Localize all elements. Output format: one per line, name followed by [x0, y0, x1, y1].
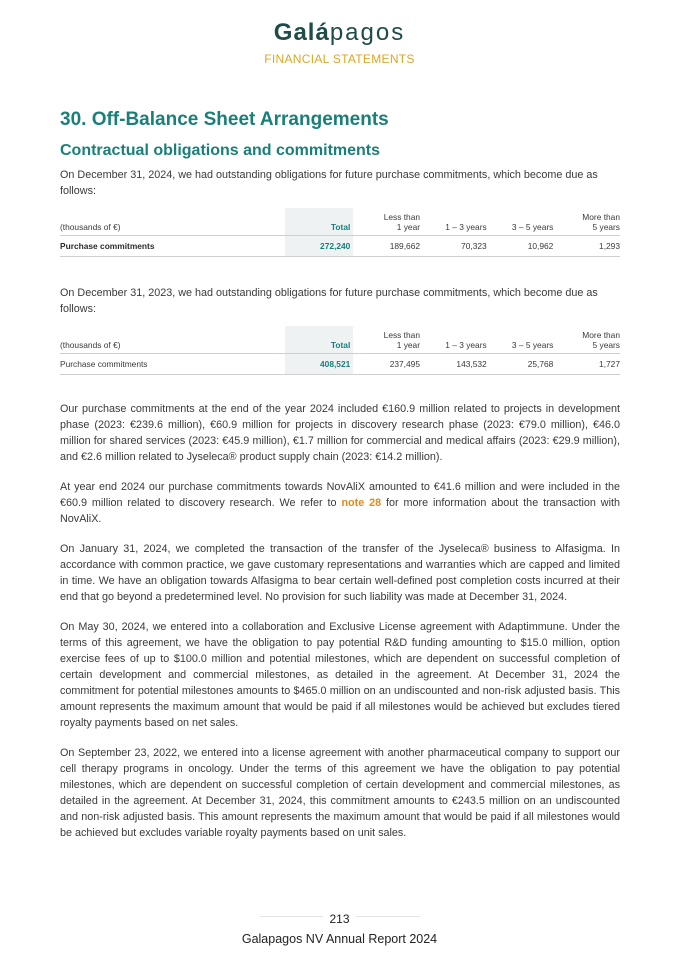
table-2024-intro: On December 31, 2024, we had outstanding obligations for future purchase commitments, which become due as follows:	[60, 169, 598, 197]
col-less-1y-header: Less than 1 year	[353, 326, 420, 354]
company-logo	[0, 18, 679, 48]
table-2023-intro: On December 31, 2023, we had outstanding obligations for future purchase commitments, which become due as follows:	[60, 287, 598, 315]
col-total-header: Total	[285, 208, 354, 236]
section-title: 30. Off-Balance Sheet Arrangements	[60, 109, 389, 130]
row-1-3y: 70,323	[420, 236, 487, 257]
paragraph-novalix-text-a: At year end 2024 our purchase commitments towards NovAliX amounted to €41.6 million and were included in the €60.9 million related to discovery research. We refer to	[60, 481, 620, 509]
table-row	[60, 354, 620, 375]
paragraph-purchase-commitments: Our purchase commitments at the end of the year 2024 included €160.9 million related to projects in development phase (2023: €239.6 million), €60.9 million for projects in discovery research phase (2023: €79.0 million), €46.0 million for shared services (2023: €45.9 million), €1.7 million for commercial and medical affairs (2023: €29.9 million), and €2.6 million related to Jyseleca® product supply chain (2023: €14.2 million).	[60, 403, 620, 463]
row-more-5y: 1,727	[553, 354, 620, 375]
col-label-header: (thousands of €)	[60, 326, 285, 354]
paragraph-license-agreement: On September 23, 2022, we entered into a license agreement with another pharmaceutical company to support our cell therapy programs in oncology. Under the terms of this agreement we have the obligation to pay potential milestones, which are dependent on successful completion of certain development and commercial milestones, as detailed in the agreement. At December 31, 2024, this commitment amounts to €243.5 million on an undiscounted and non-risk adjusted basis. This amount represents the maximum amount that would be paid if all milestones would be achieved but excludes variable royalty payments based on unit sales.	[60, 747, 620, 839]
paragraph-adaptimmune: On May 30, 2024, we entered into a collaboration and Exclusive License agreement with Adaptimmune. Under the terms of this agreement, we have the obligation to pay potential R&D funding amounting to $15.0 million, option exercise fees of up to $100.0 million and potential milestones, which are dependent on successful completion of certain development and commercial milestones, as detailed in the agreement. At December 31, 2024 the commitment for potential milestones amounts to $465.0 million on an undiscounted and non-risk adjusted basis. This amount represents the maximum amount that would be paid if all milestones would be achieved but excludes tiered royalty payments based on net sales.	[60, 621, 620, 729]
row-more-5y: 1,293	[553, 236, 620, 257]
col-1-3y-header: 1 – 3 years	[420, 326, 487, 354]
col-3-5y-header: 3 – 5 years	[487, 326, 554, 354]
row-label: Purchase commitments	[60, 354, 285, 375]
col-more-5y-header: More than 5 years	[553, 208, 620, 236]
page-number: 213	[323, 912, 355, 926]
main-content	[60, 108, 620, 841]
col-total-header: Total	[285, 326, 354, 354]
row-less-1y: 189,662	[353, 236, 420, 257]
row-less-1y: 237,495	[353, 354, 420, 375]
section-subtitle: FINANCIAL STATEMENTS	[264, 52, 415, 66]
page-header	[0, 18, 679, 66]
page-footer	[0, 909, 679, 946]
col-less-1y-header: Less than 1 year	[353, 208, 420, 236]
commitments-table-2023	[60, 326, 620, 375]
row-total: 272,240	[285, 236, 354, 257]
row-label: Purchase commitments	[60, 236, 285, 257]
table-header-row	[60, 208, 620, 236]
subsection-title: Contractual obligations and commitments	[60, 142, 381, 159]
col-1-3y-header: 1 – 3 years	[420, 208, 487, 236]
col-label-header: (thousands of €)	[60, 208, 285, 236]
col-3-5y-header: 3 – 5 years	[487, 208, 554, 236]
logo-text-light: pagos	[329, 19, 406, 46]
table-row	[60, 236, 620, 257]
paragraph-alfasigma: On January 31, 2024, we completed the transaction of the transfer of the Jyseleca® business to Alfasigma. In accordance with common practice, we gave customary representations and warranties which are capped and limited in time. We have an obligation towards Alfasigma to bear certain well-defined post completion costs incurred at their end that go beyond a predetermined level. No provision for such liability was made at December 31, 2024.	[60, 543, 620, 603]
logo-text-bold: Galá	[273, 19, 330, 46]
row-total: 408,521	[285, 354, 354, 375]
note-28-link[interactable]: note 28	[341, 497, 382, 509]
row-1-3y: 143,532	[420, 354, 487, 375]
row-3-5y: 10,962	[487, 236, 554, 257]
row-3-5y: 25,768	[487, 354, 554, 375]
commitments-table-2024	[60, 208, 620, 257]
paragraph-novalix-text-b: for more information about the transaction with NovAliX.	[60, 497, 620, 525]
col-more-5y-header: More than 5 years	[553, 326, 620, 354]
table-header-row	[60, 326, 620, 354]
report-title: Galapagos NV Annual Report 2024	[241, 932, 438, 946]
paragraph-novalix	[60, 479, 620, 527]
